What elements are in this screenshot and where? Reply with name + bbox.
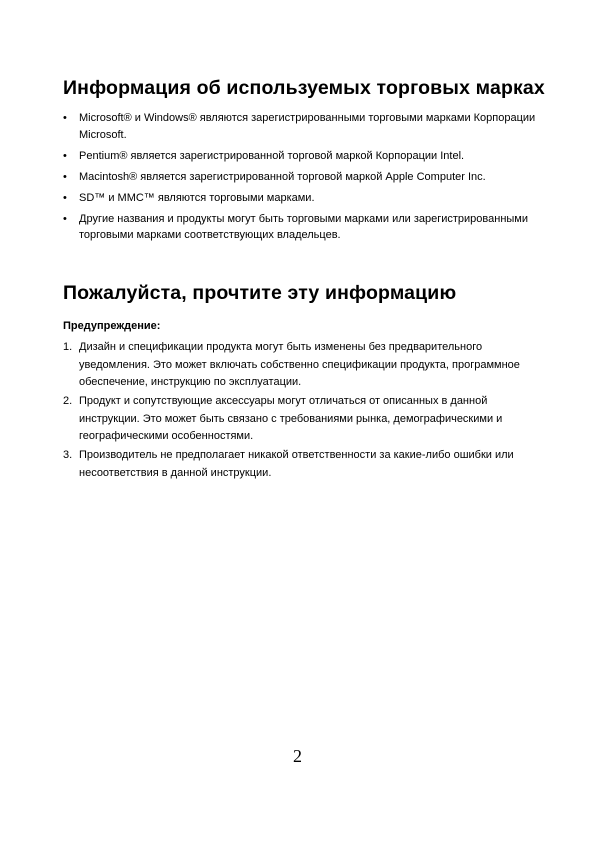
list-item: 1. Дизайн и спецификации продукта могут быть изменены без предварительного уведомления. Это может включать собственно спецификации продукта, программное обеспечение, инструкцию по эксплуатации. <box>63 341 520 388</box>
list-item: • Другие названия и продукты могут быть торговыми марками или зарегистрированными торговыми марками соответствующих владельцев. <box>63 212 529 241</box>
bullet-icon: • <box>63 191 67 204</box>
list-item: • SD™ и MMC™ являются торговыми марками. <box>63 190 543 207</box>
bullet-icon: • <box>63 212 67 225</box>
trademarks-list <box>63 110 543 248</box>
list-item: 2. Продукт и сопутствующие аксессуары могут отличаться от описанных в данной инструкции. Это может быть связано с требованиями рынка, демографическими и географическими особенностями. <box>63 395 503 442</box>
list-item: • Macintosh® является зарегистрированной торговой маркой Apple Computer Inc. <box>63 169 543 186</box>
list-item: • Pentium® является зарегистрированной торговой маркой Корпорации Intel. <box>63 148 543 165</box>
bullet-icon: • <box>63 112 67 124</box>
item-number: 1. <box>63 341 73 353</box>
item-number: 3. <box>63 449 73 461</box>
trademarks-heading: Информация об используемых торговых марках <box>63 77 545 99</box>
notice-heading: Пожалуйста, прочтите эту информацию <box>63 282 457 304</box>
item-number: 2. <box>63 395 73 407</box>
warning-label: Предупреждение: <box>63 320 161 332</box>
notice-list <box>63 339 551 484</box>
page-number: 2 <box>293 746 302 766</box>
list-item: 3. Производитель не предполагает никакой ответственности за какие-либо ошибки или несоответствия в данной инструкции. <box>63 449 514 479</box>
bullet-icon: • <box>63 170 67 183</box>
bullet-icon: • <box>63 149 67 162</box>
list-item: • Microsoft® и Windows® являются зарегистрированными торговыми марками Корпорации Microsoft. <box>63 112 536 141</box>
